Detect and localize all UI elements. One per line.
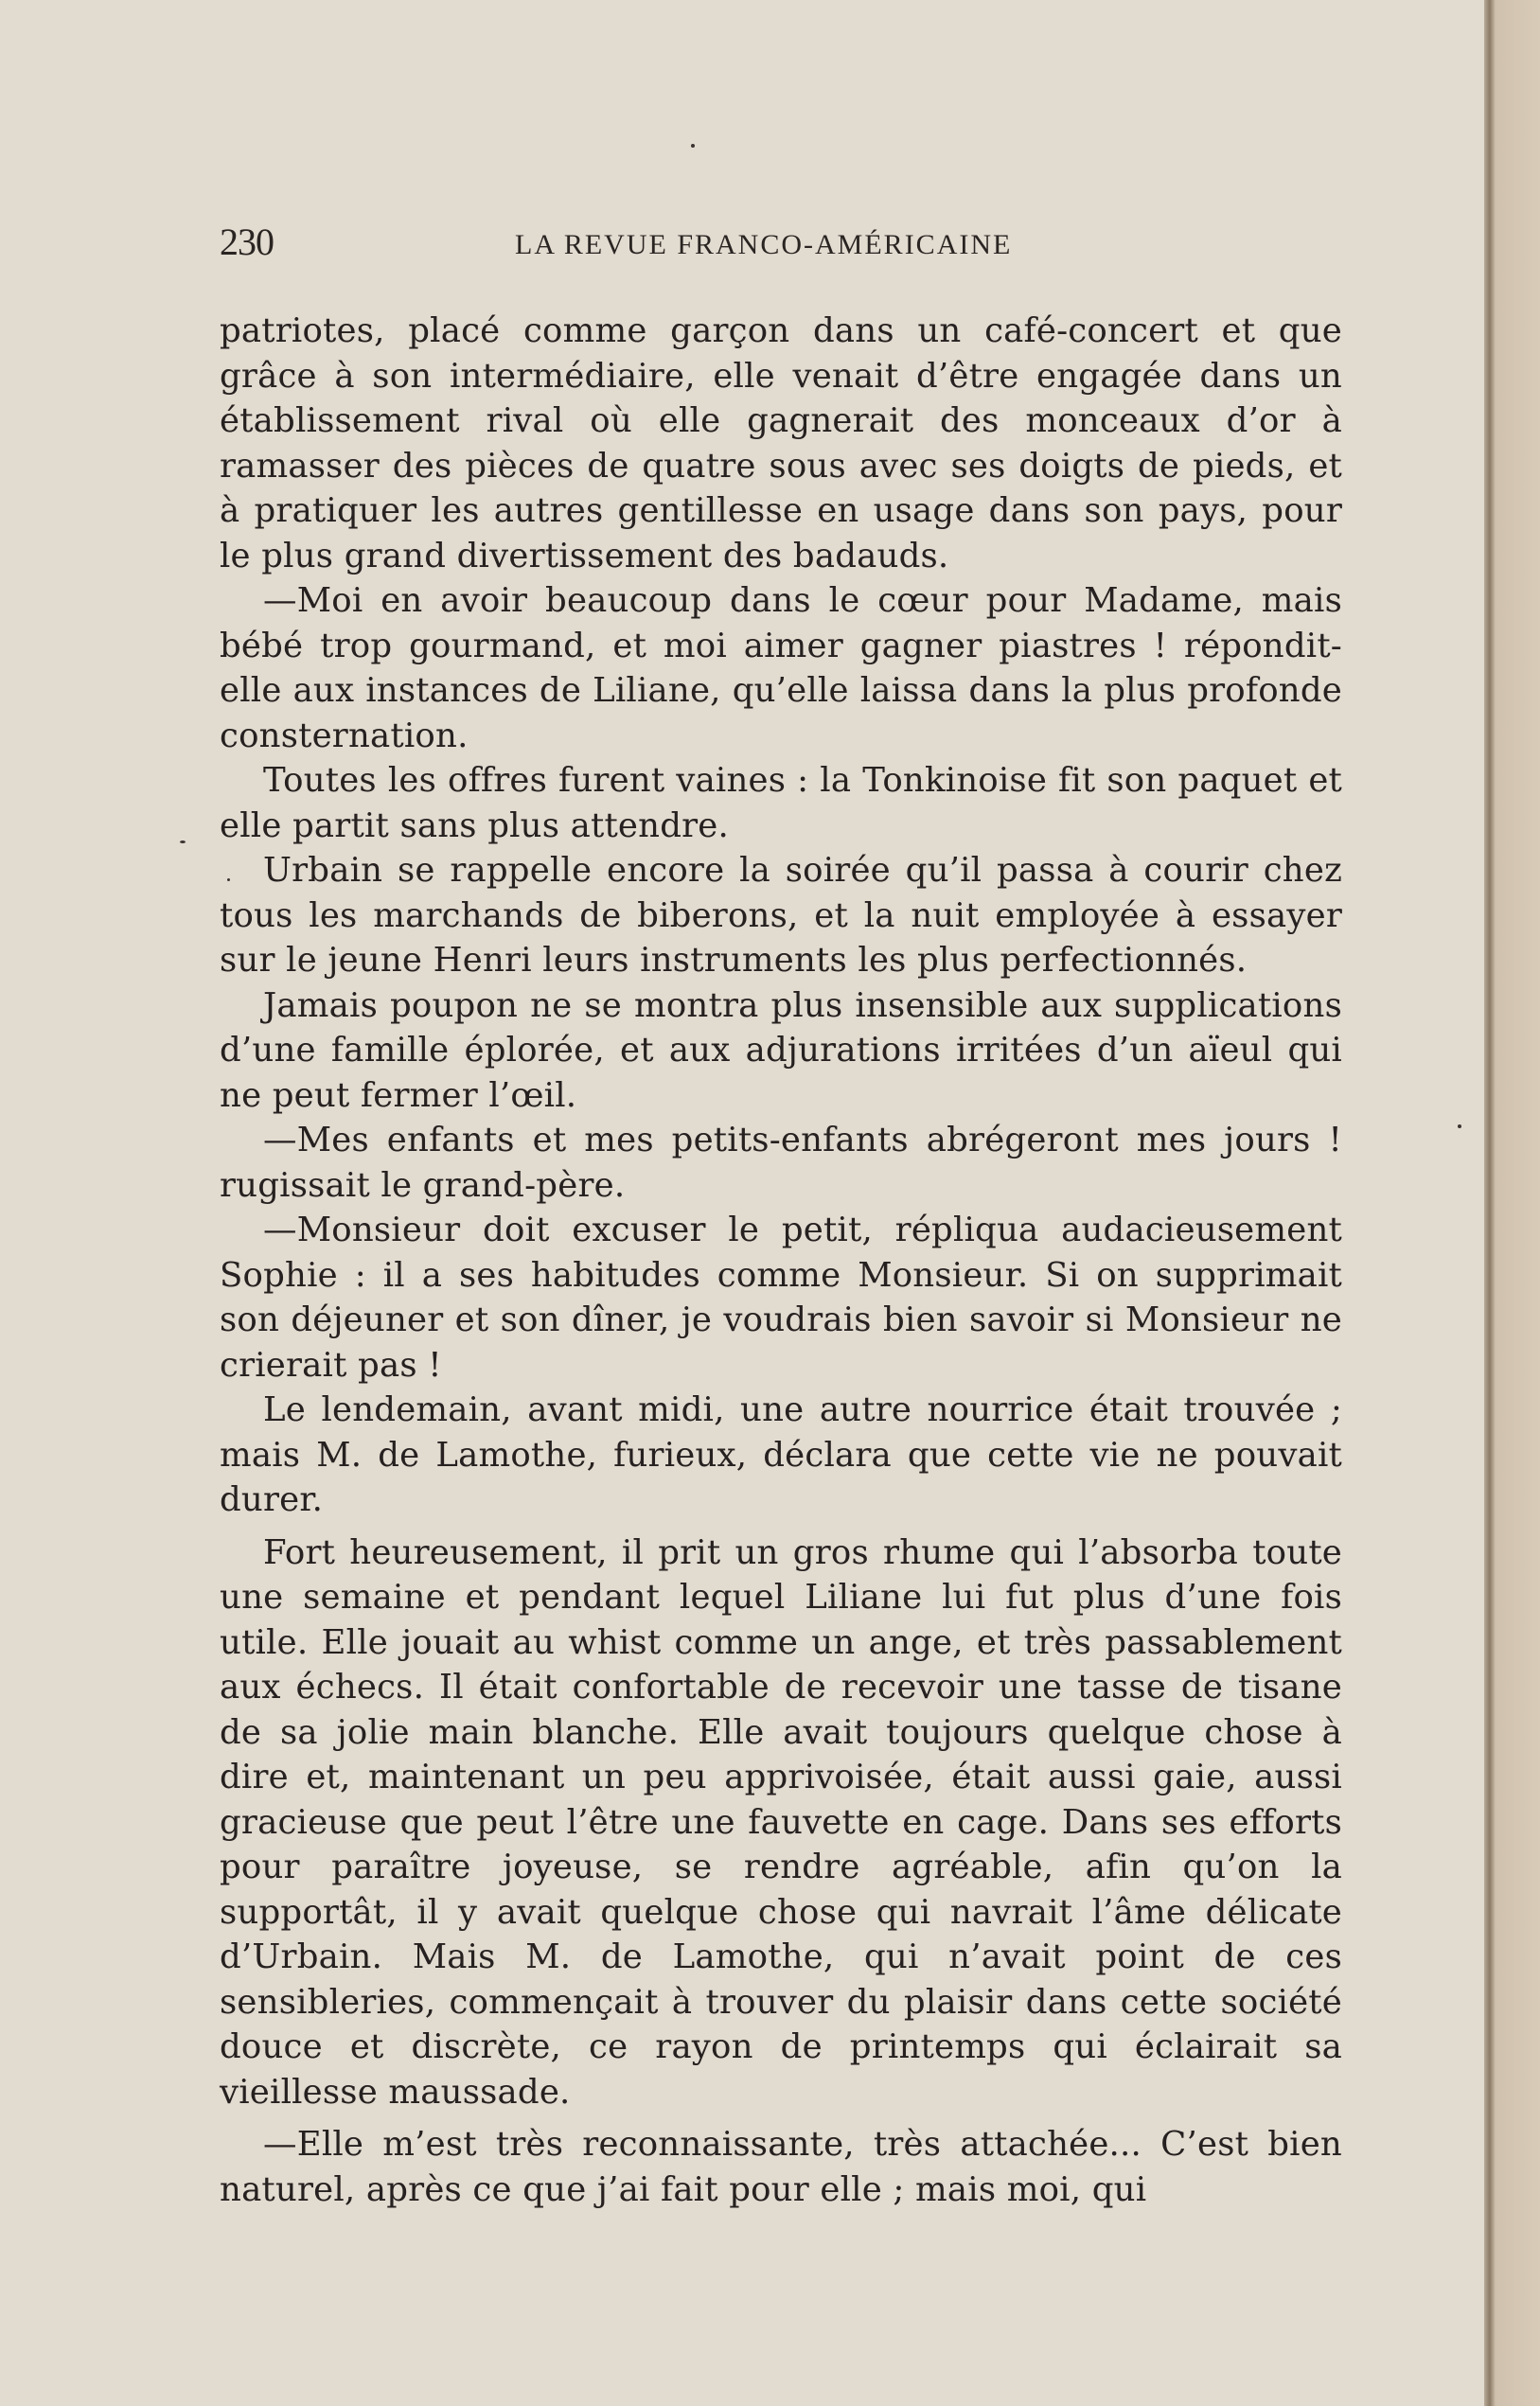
paragraph: —Moi en avoir beaucoup dans le cœur pour Madame, mais bébé trop gourmand, et moi aimer gagner piastres ! répondit-elle aux instances de Liliane, qu’elle laissa dans la plus profonde consternation. [220, 581, 1342, 755]
ink-speck [227, 878, 230, 881]
paragraph: —Mes enfants et mes petits-enfants abrégeront mes jours ! rugissait le grand-père. [220, 1121, 1342, 1205]
paragraph: Jamais poupon ne se montra plus insensible aux supplications d’une famille éplorée, et aux adjurations irritées d’un aïeul qui ne peut fermer l’œil. [220, 985, 1342, 1115]
paragraph: Fort heureusement, il prit un gros rhume qui l’absorba toute une semaine et pendant lequel Liliane lui fut plus d’une fois utile. Elle jouait au whist comme un ange, et très passablement aux échecs. Il était confortable de recevoir une tasse de tisane de sa jolie main blanche. Elle avait toujours quelque chose à dire et, maintenant un peu apprivoisée, était aussi gaie, aussi gracieuse que peut l’être une fauvette en cage. Dans ses efforts pour paraître joyeuse, se rendre agréable, afin qu’on la supportât, il y avait quelque chose qui navrait l’âme délicate d’Urbain. Mais M. de Lamothe, qui n’avait point de ces sensibleries, commençait à trouver du plaisir dans cette société douce et discrète, ce rayon de printemps qui éclairait sa vieillesse maussade. [220, 1532, 1342, 2112]
paragraph: —Elle m’est très reconnaissante, très attachée... C’est bien naturel, après ce que j’ai fait pour elle ; mais moi, qui [220, 2125, 1342, 2209]
ink-speck [180, 840, 186, 843]
paragraph: Urbain se rappelle encore la soirée qu’il passa à courir chez tous les marchands de biberons, et la nuit employée à essayer sur le jeune Henri leurs instruments les plus perfectionnés. [220, 851, 1342, 980]
ink-speck [1458, 1124, 1461, 1128]
running-head [220, 220, 1346, 267]
paragraph: patriotes, placé comme garçon dans un café-concert et que grâce à son intermédiaire, elle venait d’être engagée dans un établissement rival où elle gagnerait des monceaux d’or à ramasser des pièces de quatre sous avec ses doigts de pieds, et à pratiquer les autres gentillesse en usage dans son pays, pour le plus grand divertissement des badauds. [220, 311, 1342, 575]
running-title: LA REVUE FRANCO-AMÉRICAINE [515, 229, 1013, 260]
page-number: 230 [220, 221, 274, 263]
ink-speck [691, 144, 695, 148]
paragraph: —Monsieur doit excuser le petit, répliqua audacieusement Sophie : il a ses habitudes comme Monsieur. Si on supprimait son déjeuner et son dîner, je voudrais bien savoir si Monsieur ne crierait pas ! [220, 1211, 1342, 1385]
paragraph: Toutes les offres furent vaines : la Tonkinoise fit son paquet et elle partit sans plus attendre. [220, 761, 1342, 845]
body-text [220, 309, 1342, 2212]
page-edge [1484, 0, 1540, 2406]
paragraph: Le lendemain, avant midi, une autre nourrice était trouvée ; mais M. de Lamothe, furieux, déclara que cette vie ne pouvait durer. [220, 1390, 1342, 1519]
